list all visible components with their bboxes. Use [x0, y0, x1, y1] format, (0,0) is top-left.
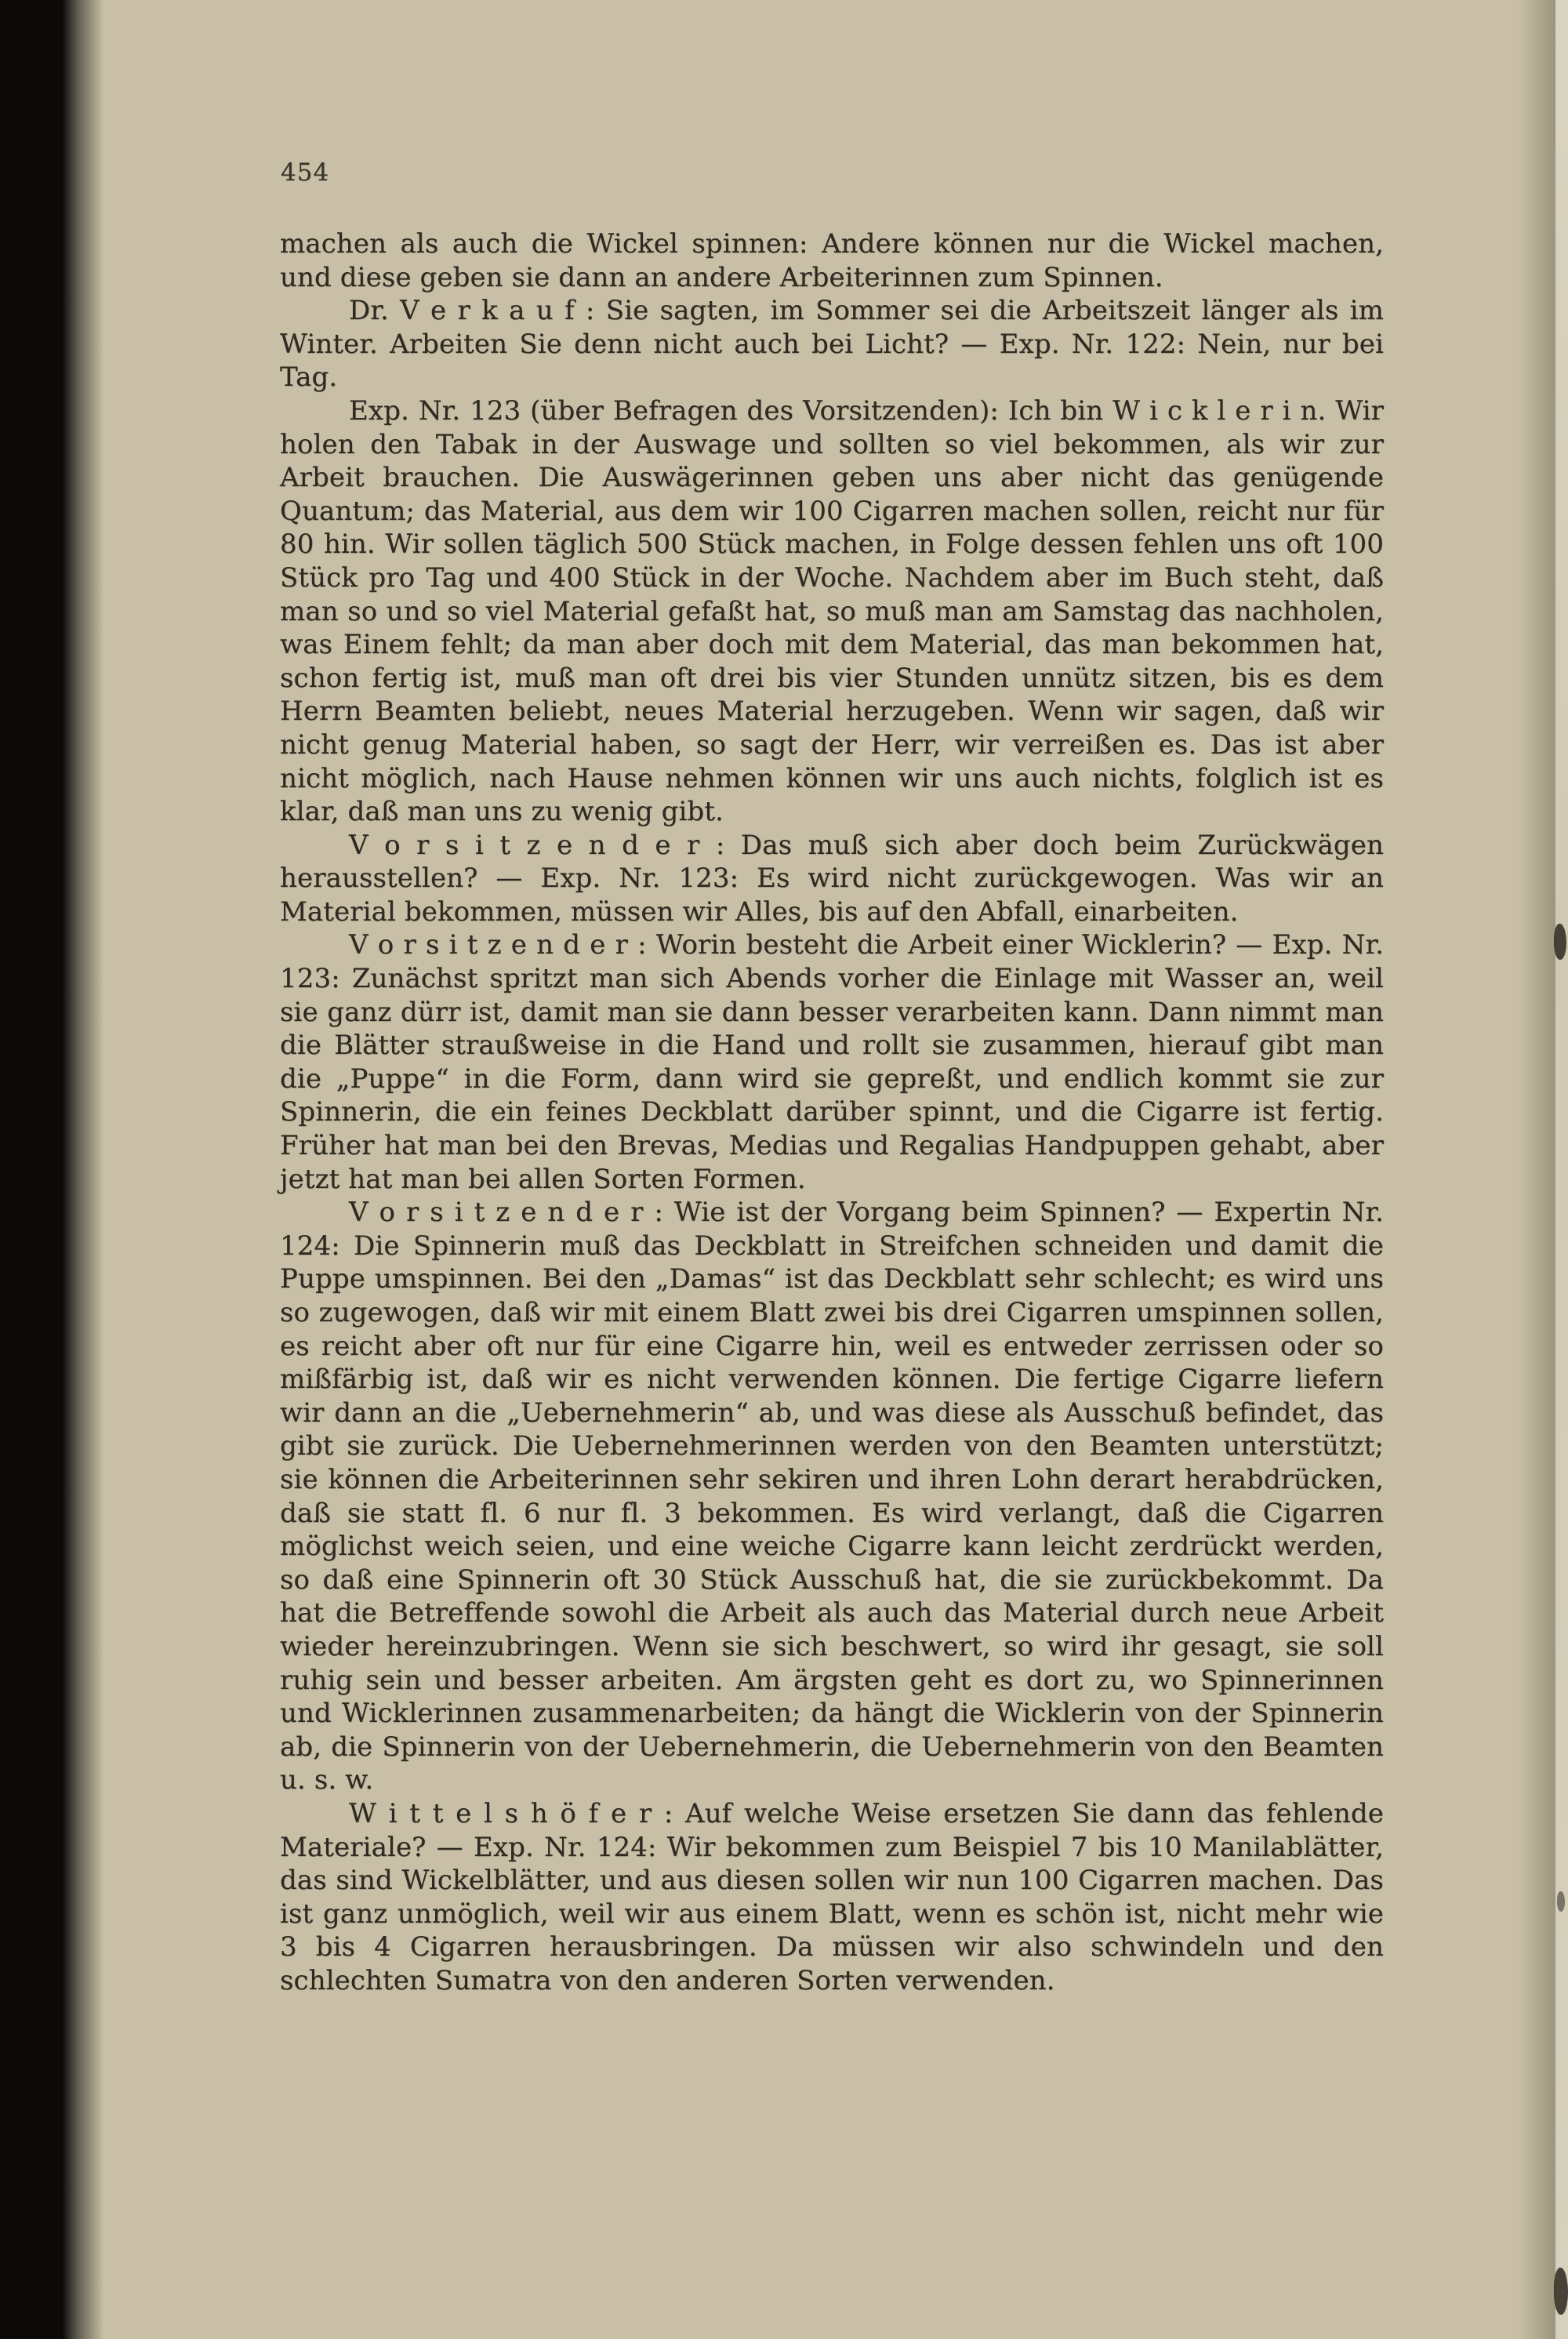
- paragraph: machen als auch die Wickel spinnen: Andere können nur die Wickel machen, und diese geben sie dann an andere Arbeiterinnen zum Spinnen.: [280, 228, 1384, 293]
- paragraph: Exp. Nr. 123 (über Befragen des Vorsitzenden): Ich bin W i c k l e r i n. Wir holen den Tabak in der Auswage und sollten so viel bekommen, als wir zur Arbeit brauchen. Die Auswägerinnen geben uns aber nicht das genügende Quantum; das Material, aus dem wir 100 Cigarren machen sollen, reicht nur für 80 hin. Wir sollen täglich 500 Stück machen, in Folge dessen fehlen uns oft 100 Stück pro Tag und 400 Stück in der Woche. Nachdem aber im Buch steht, daß man so und so viel Material gefaßt hat, so muß man am Samstag das nachholen, was Einem fehlt; da man aber doch mit dem Material, das man bekommen hat, schon fertig ist, muß man oft drei bis vier Stunden unnütz sitzen, bis es dem Herrn Beamten beliebt, neues Material herzugeben. Wenn wir sagen, daß wir nicht genug Material haben, so sagt der Herr, wir verreißen es. Das ist aber nicht möglich, nach Hause nehmen können wir uns auch nichts, folglich ist es klar, daß man uns zu wenig gibt.: [280, 394, 1384, 828]
- paragraph: W i t t e l s h ö f e r : Auf welche Weise ersetzen Sie dann das fehlende Materiale? — Exp. Nr. 124: Wir bekommen zum Beispiel 7 bis 10 Manilablätter, das sind Wickelblätter, und aus diesen sollen wir nun 100 Cigarren machen. Das ist ganz unmöglich, weil wir aus einem Blatt, wenn es schön ist, nicht mehr wie 3 bis 4 Cigarren herausbringen. Da müssen wir also schwindeln und den schlechten Sumatra von den anderen Sorten verwenden.: [280, 1797, 1384, 1996]
- text-block: [280, 227, 1384, 1997]
- adjacent-page-edge: [1555, 0, 1568, 2339]
- paragraph: Dr. V e r k a u f : Sie sagten, im Sommer sei die Arbeitszeit länger als im Winter. Arbeiten Sie denn nicht auch bei Licht? — Exp. Nr. 122: Nein, nur bei Tag.: [280, 295, 1384, 394]
- scan-gutter-shadow: [0, 0, 103, 2339]
- scan-artifact: [1554, 2268, 1568, 2315]
- page-edge-shadow: [1518, 0, 1555, 2339]
- scan-artifact: [1557, 1891, 1565, 1912]
- paragraph: V o r s i t z e n d e r : Worin besteht die Arbeit einer Wicklerin? — Exp. Nr. 123: Zunächst spritzt man sich Abends vorher die Einlage mit Wasser an, weil sie ganz dürr ist, damit man sie dann besser verarbeiten kann. Dann nimmt man die Blätter straußweise in die Hand und rollt sie zusammen, hierauf gibt man die „Puppe“ in die Form, dann wird sie gepreßt, und endlich kommt sie zur Spinnerin, die ein feines Deckblatt darüber spinnt, und die Cigarre ist fertig. Früher hat man bei den Brevas, Medias und Regalias Handpuppen gehabt, aber jetzt hat man bei allen Sorten Formen.: [280, 929, 1384, 1195]
- paragraph: V o r s i t z e n d e r : Das muß sich aber doch beim Zurückwägen herausstellen? — Exp. Nr. 123: Es wird nicht zurückgewogen. Was wir an Material bekommen, müssen wir Alles, bis auf den Abfall, einarbeiten.: [280, 829, 1384, 928]
- paragraph: V o r s i t z e n d e r : Wie ist der Vorgang beim Spinnen? — Expertin Nr. 124: Die Spinnerin muß das Deckblatt in Streifchen schneiden und damit die Puppe umspinnen. Bei den „Damas“ ist das Deckblatt sehr schlecht; es wird uns so zugewogen, daß wir mit einem Blatt zwei bis drei Cigarren umspinnen sollen, es reicht aber oft nur für eine Cigarre hin, weil es entweder zerrissen oder so mißfärbig ist, daß wir es nicht verwenden können. Die fertige Cigarre liefern wir dann an die „Uebernehmerin“ ab, und was diese als Ausschuß befindet, das gibt sie zurück. Die Uebernehmerinnen werden von den Beamten unterstützt; sie können die Arbeiterinnen sehr sekiren und ihren Lohn derart herabdrücken, daß sie statt fl. 6 nur fl. 3 bekommen. Es wird verlangt, daß die Cigarren möglichst weich seien, und eine weiche Cigarre kann leicht zerdrückt werden, so daß eine Spinnerin oft 30 Stück Ausschuß hat, die sie zurückbekommt. Da hat die Betreffende sowohl die Arbeit als auch das Material durch neue Arbeit wieder hereinzubringen. Wenn sie sich beschwert, so wird ihr gesagt, sie soll ruhig sein und besser arbeiten. Am ärgsten geht es dort zu, wo Spinnerinnen und Wicklerinnen zusammenarbeiten; da hängt die Wicklerin von der Spinnerin ab, die Spinnerin von der Uebernehmerin, die Uebernehmerin von den Beamten u. s. w.: [280, 1197, 1384, 1796]
- scan-artifact: [1554, 924, 1566, 960]
- page-number: 454: [281, 158, 330, 187]
